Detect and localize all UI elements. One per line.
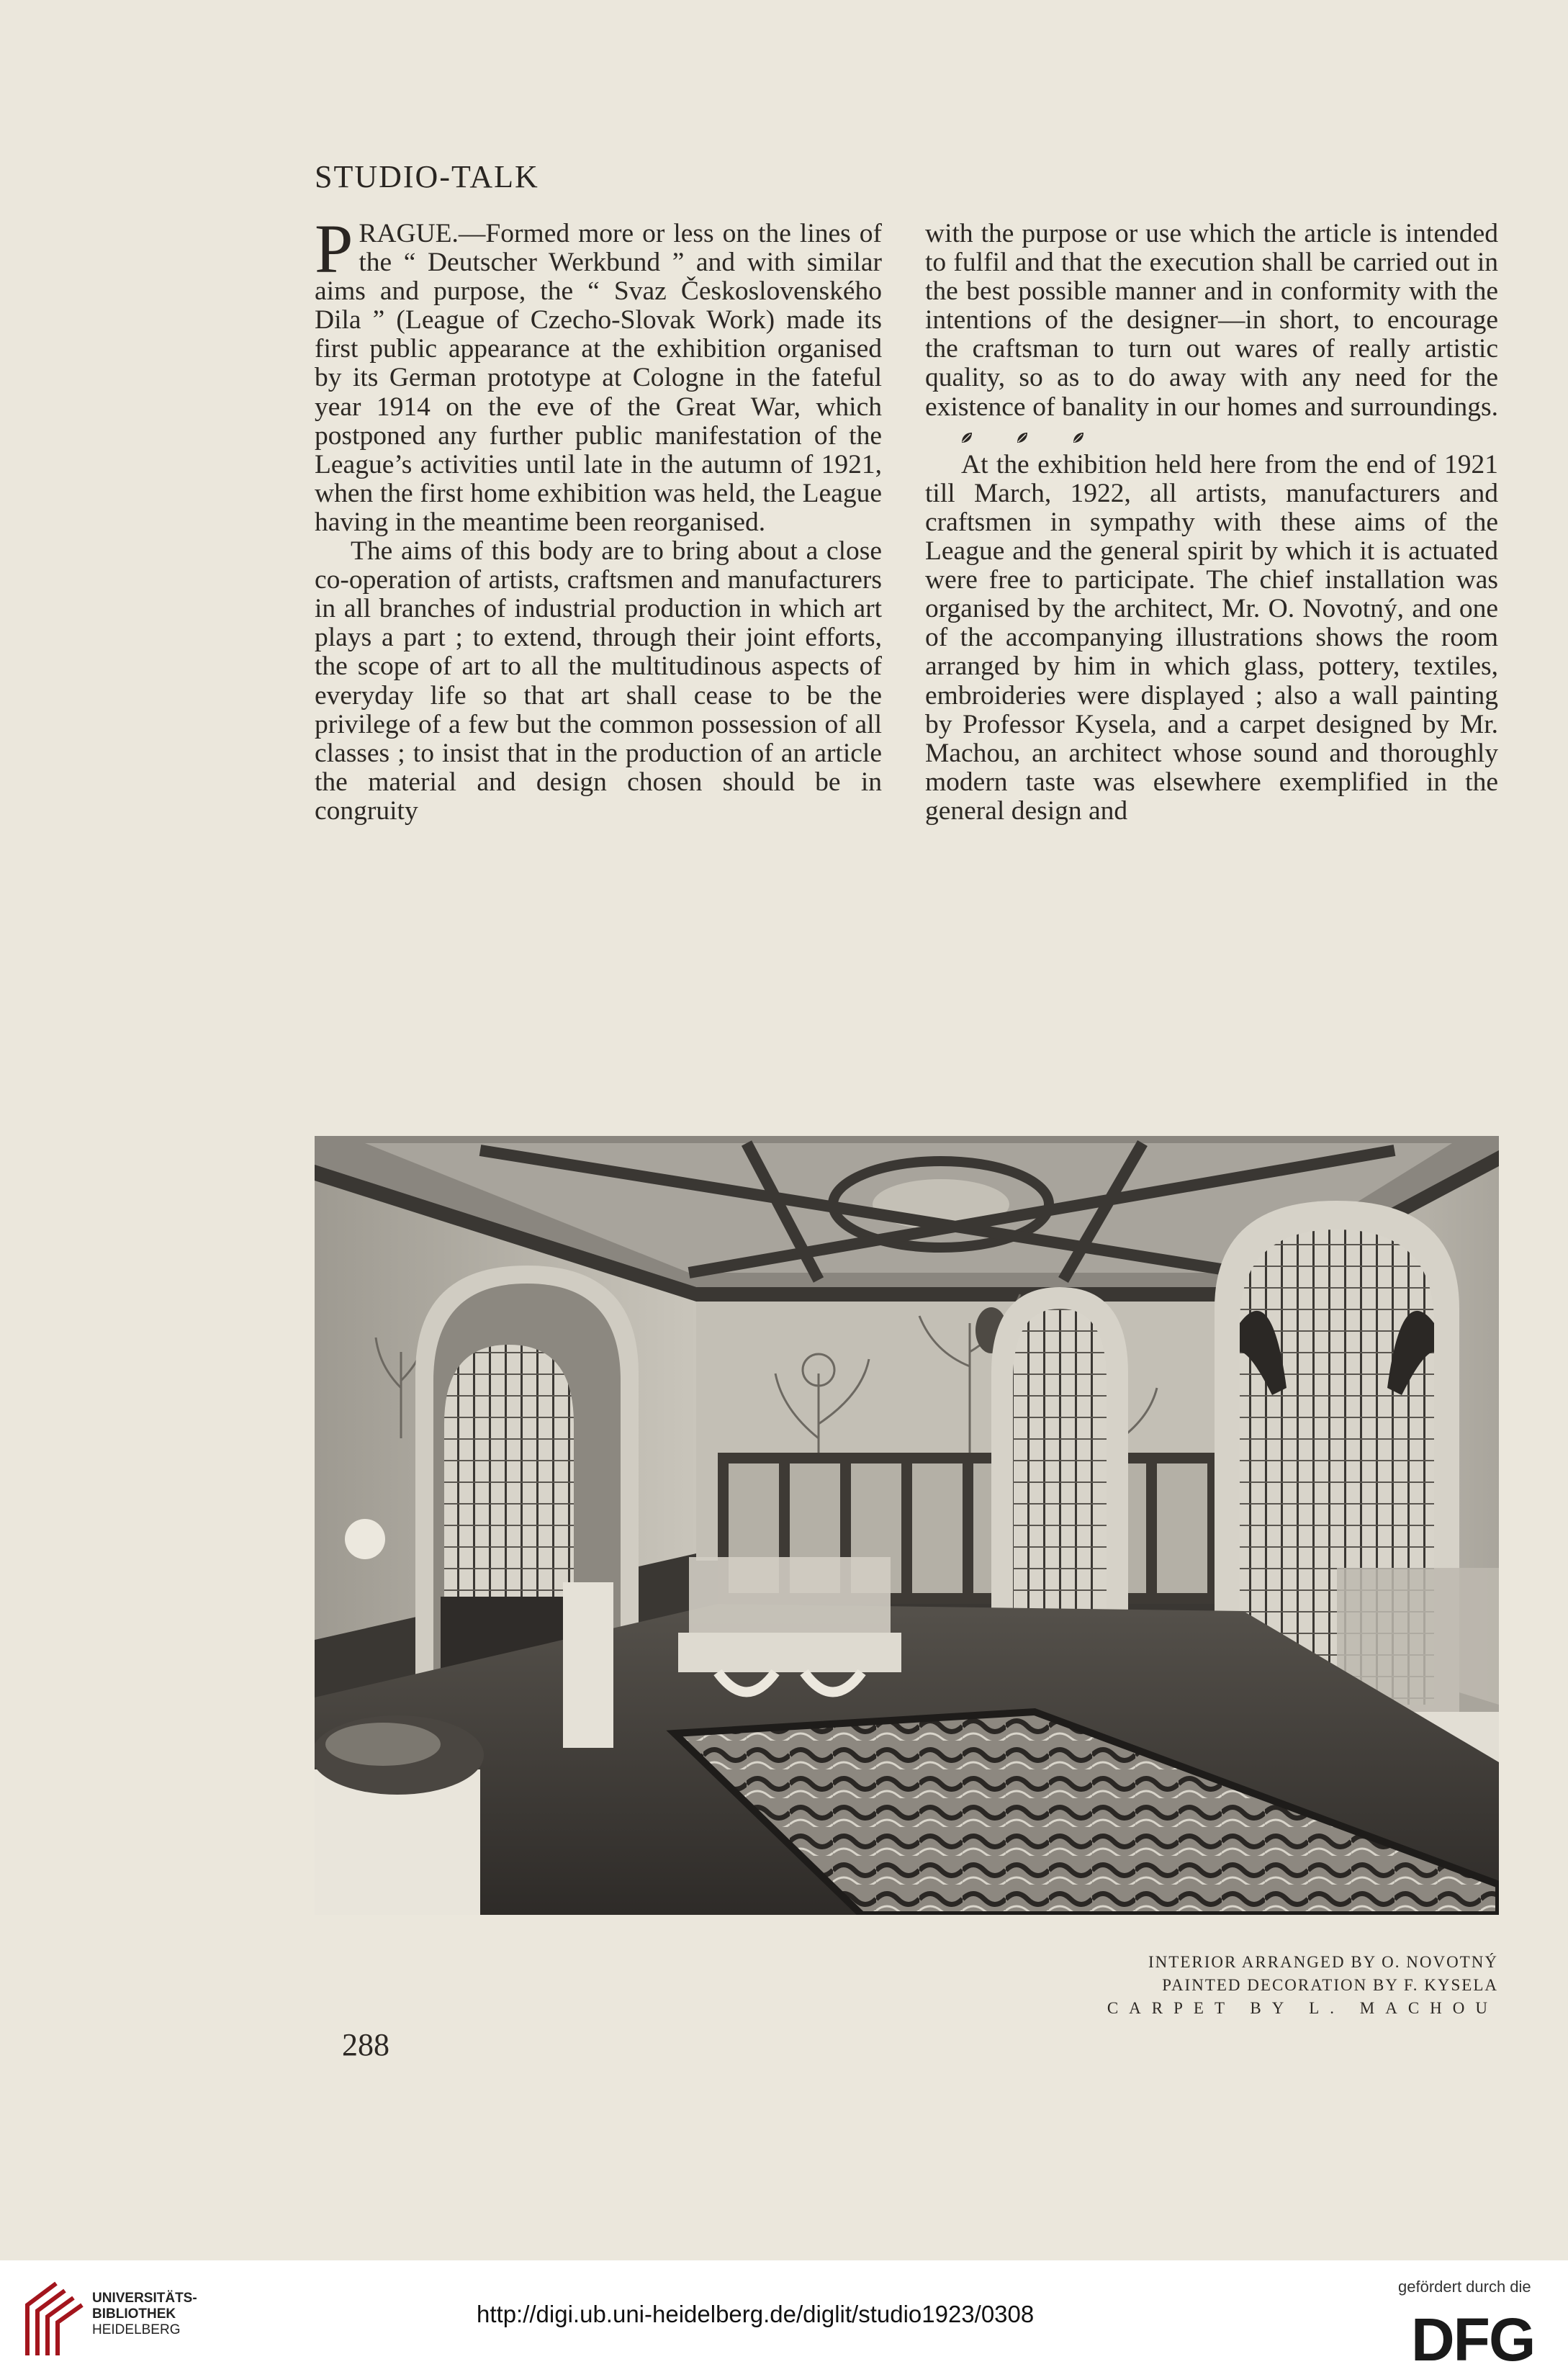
- library-name-line: BIBLIOTHEK: [92, 2306, 176, 2322]
- leaf-ornament-icon: [1071, 430, 1086, 445]
- paragraph: [925, 220, 1498, 451]
- right-column: [925, 220, 1498, 826]
- caption-line: INTERIOR ARRANGED BY O. NOVOTNÝ: [1148, 1953, 1498, 1971]
- drop-cap: P: [315, 210, 353, 287]
- library-name-line: HEIDELBERG: [92, 2322, 181, 2337]
- dfg-logo: DFG: [1411, 2306, 1535, 2373]
- left-column: [315, 210, 882, 826]
- library-name-line: UNIVERSITÄTS-: [92, 2291, 197, 2306]
- photo-caption: [994, 1951, 1498, 2020]
- page-number: 288: [342, 2027, 389, 2062]
- paragraph-text: with the purpose or use which the article is intended to fulfil and that the execution shall be carried out in the best possible manner and in conformity with the intentions of the designer—in short, to encourage the craftsman to turn out wares of really artistic quality, so as to do away with any need for the existence of banality in our homes and surroundings.: [925, 219, 1498, 422]
- library-name: [92, 2291, 197, 2338]
- permalink-url[interactable]: http://digi.ub.uni-heidelberg.de/diglit/studio1923/0308: [477, 2301, 1035, 2327]
- paragraph-text: RAGUE.—Formed more or less on the lines of the “ Deutscher Werkbund ” and with similar aims and purpose, the “ Svaz Československého Dila ” (League of Czecho-Slovak Work) made its first public appearance at the exhibition organised by its German prototype at Cologne in the fateful year 1914 on the eve of the Great War, which postponed any further public manifestation of the League’s activities until late in the autumn of 1921, when the first home exhibition was held, the League having in the meantime been reorganised.: [315, 219, 882, 537]
- paragraph: [315, 210, 882, 537]
- caption-line: PAINTED DECORATION BY F. KYSELA: [1162, 1976, 1498, 1994]
- university-library-logo-icon: [20, 2276, 86, 2363]
- leaf-ornament-icon: [1015, 430, 1029, 445]
- interior-photograph-drawing: [315, 1136, 1499, 1915]
- caption-line: CARPET BY L. MACHOU: [1107, 1999, 1498, 2017]
- leaf-ornament-icon: [960, 430, 974, 445]
- paragraph: At the exhibition held here from the end of 1921 till March, 1922, all artists, manufacturers and craftsmen in sympathy with these aims of the League and the general spirit by which it is actuated were free to participate. The chief installation was organised by the architect, Mr. O. Novotný, and one of the accompanying illustrations shows the room arranged by him in which glass, pottery, textiles, embroideries were displayed ; also a wall painting by Professor Kysela, and a carpet designed by Mr. Machou, an architect whose sound and thoroughly modern taste was elsewhere exemplified in the general design and: [925, 449, 1498, 826]
- running-head: STUDIO-TALK: [315, 159, 539, 194]
- digitization-footer: [0, 2260, 1568, 2377]
- paragraph: The aims of this body are to bring about a close co-operation of artists, craftsmen and manufacturers in all branches of industrial production in which art plays a part ; to extend, through their joint efforts, the scope of art to all the multitudinous aspects of everyday life so that art shall cease to be the privilege of a few but the common possession of all classes ; to insist that in the production of an article the material and design chosen should be in congruity: [315, 536, 882, 826]
- funding-note: gefördert durch die: [1398, 2278, 1531, 2296]
- interior-photograph: [315, 1136, 1499, 1915]
